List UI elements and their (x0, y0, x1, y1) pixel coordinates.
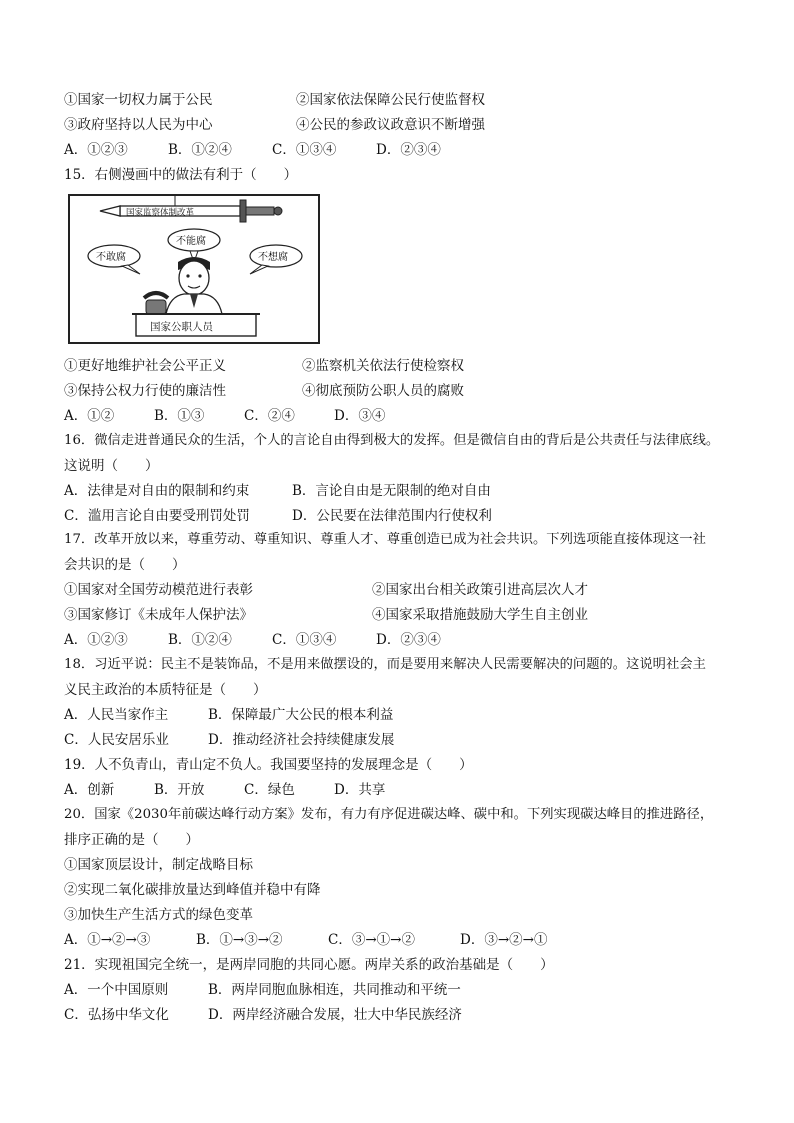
q15-cartoon (68, 194, 320, 344)
q15-choice-a: A．①② (64, 408, 115, 424)
q21-choices-ab (64, 981, 461, 999)
q19-choice-d: D．共享 (334, 782, 386, 798)
q15-choice-b: B．①③ (154, 408, 205, 424)
q17-stem-line1: 17．改革开放以来，尊重劳动、尊重知识、尊重人才、尊重创造已成为社会共识。下列选项能直接体现这一社 (64, 532, 706, 547)
q14-option-2: ②国家依法保障公民行使监督权 (296, 92, 485, 108)
q21-choice-c: C．弘扬中华文化 (64, 1007, 169, 1023)
q17-choice-c: C．①③④ (272, 632, 337, 648)
q15-choice-c: C．②④ (244, 408, 295, 424)
q20-choice-b: B．①→③→② (196, 932, 283, 948)
telephone-icon (144, 293, 168, 314)
q16-choice-b: B．言论自由是无限制的绝对自由 (292, 483, 491, 499)
q16-choices-cd (64, 507, 492, 525)
q21-choice-a: A．一个中国原则 (64, 982, 169, 998)
q21-choices-cd (64, 1006, 462, 1024)
q19-stem: 19．人不负青山，青山定不负人。我国要坚持的发展理念是（ ） (64, 757, 473, 773)
bubble-left-text: 不敢腐 (96, 252, 126, 263)
q18-choices-cd (64, 731, 394, 749)
q14-choice-b: B．①②④ (168, 142, 232, 158)
bubble-middle-text: 不能腐 (176, 236, 206, 247)
q19-choice-a: A．创新 (64, 782, 115, 798)
q17-choice-d: D．②③④ (376, 632, 441, 648)
q21-choice-b: B．两岸同胞血脉相连，共同推动和平统一 (208, 982, 461, 998)
q20-choice-d: D．③→②→① (460, 932, 548, 948)
q14-choice-c: C．①③④ (272, 142, 337, 158)
q20-choice-c: C．③→①→② (328, 932, 415, 948)
q16-choice-c: C．滥用言论自由要受刑罚处罚 (64, 508, 250, 524)
q17-choices (64, 631, 441, 649)
q20-option-2: ②实现二氧化碳排放量达到峰值并稳中有降 (64, 882, 321, 898)
q15-choice-d: D．③④ (334, 408, 386, 424)
q20-stem-line1: 20．国家《2030年前碳达峰行动方案》发布，有力有序促进碳达峰、碳中和。下列实现碳达峰目的推进路径， (64, 807, 714, 822)
q17-stem-line2: 会共识的是（ ） (64, 557, 186, 573)
q18-choice-d: D．推动经济社会持续健康发展 (208, 732, 395, 748)
q16-choices-ab (64, 482, 491, 500)
q14-option-1: ①国家一切权力属于公民 (64, 92, 213, 108)
q16-choice-a: A．法律是对自由的限制和约束 (64, 483, 250, 499)
q20-stem-line2: 排序正确的是（ ） (64, 832, 199, 848)
q19-choices (64, 781, 385, 799)
cartoon-drawing (70, 196, 318, 342)
q20-option-1: ①国家顶层设计，制定战略目标 (64, 857, 253, 873)
desk-label: 国家公职人员 (150, 321, 213, 333)
q15-option-2: ②监察机关依法行使检察权 (302, 358, 464, 374)
q17-option-3: ③国家修订《未成年人保护法》 (64, 607, 253, 623)
q18-choices-ab (64, 706, 393, 724)
q14-choices (64, 141, 441, 159)
q14-option-3: ③政府坚持以人民为中心 (64, 117, 213, 133)
q17-choice-b: B．①②④ (168, 632, 232, 648)
q17-option-4: ④国家采取措施鼓励大学生自主创业 (372, 607, 588, 623)
q14-option-4: ④公民的参政议政意识不断增强 (296, 117, 485, 133)
q17-choice-a: A．①②③ (64, 632, 128, 648)
q19-choice-b: B．开放 (154, 782, 205, 798)
q21-stem: 21．实现祖国完全统一，是两岸同胞的共同心愿。两岸关系的政治基础是（ ） (64, 957, 554, 973)
q20-choices (64, 931, 547, 949)
q18-choice-a: A．人民当家作主 (64, 707, 169, 723)
q15-option-1: ①更好地维护社会公平正义 (64, 358, 226, 374)
sword-label: 国家监察体制改革 (126, 208, 195, 218)
q21-choice-d: D．两岸经济融合发展，壮大中华民族经济 (208, 1007, 462, 1023)
q16-stem-line1: 16．微信走进普通民众的生活，个人的言论自由得到极大的发挥。但是微信自由的背后是公共责任与法律底线。 (64, 433, 720, 448)
bubble-right-text: 不想腐 (258, 252, 288, 263)
q14-choice-a: A．①②③ (64, 142, 128, 158)
q16-choice-d: D．公民要在法律范围内行使权利 (292, 508, 492, 524)
q20-option-3: ③加快生产生活方式的绿色变革 (64, 907, 253, 923)
q17-option-2: ②国家出台相关政策引进高层次人才 (372, 582, 588, 598)
q14-choice-d: D．②③④ (376, 142, 441, 158)
q15-option-4: ④彻底预防公职人员的腐败 (302, 383, 464, 399)
q18-choice-c: C．人民安居乐业 (64, 732, 169, 748)
q20-choice-a: A．①→②→③ (64, 932, 151, 948)
q18-stem-line1: 18．习近平说：民主不是装饰品，不是用来做摆设的，而是要用来解决人民需要解决的问题的。这说明社会主 (64, 657, 706, 672)
q15-stem: 15．右侧漫画中的做法有利于（ ） (64, 167, 298, 183)
q18-stem-line2: 义民主政治的本质特征是（ ） (64, 682, 267, 698)
q17-option-1: ①国家对全国劳动模范进行表彰 (64, 582, 253, 598)
q15-option-3: ③保持公权力行使的廉洁性 (64, 383, 226, 399)
q18-choice-b: B．保障最广大公民的根本利益 (208, 707, 394, 723)
q15-choices (64, 407, 385, 425)
q16-stem-line2: 这说明（ ） (64, 458, 159, 474)
q19-choice-c: C．绿色 (244, 782, 295, 798)
official-figure-icon (166, 257, 222, 314)
